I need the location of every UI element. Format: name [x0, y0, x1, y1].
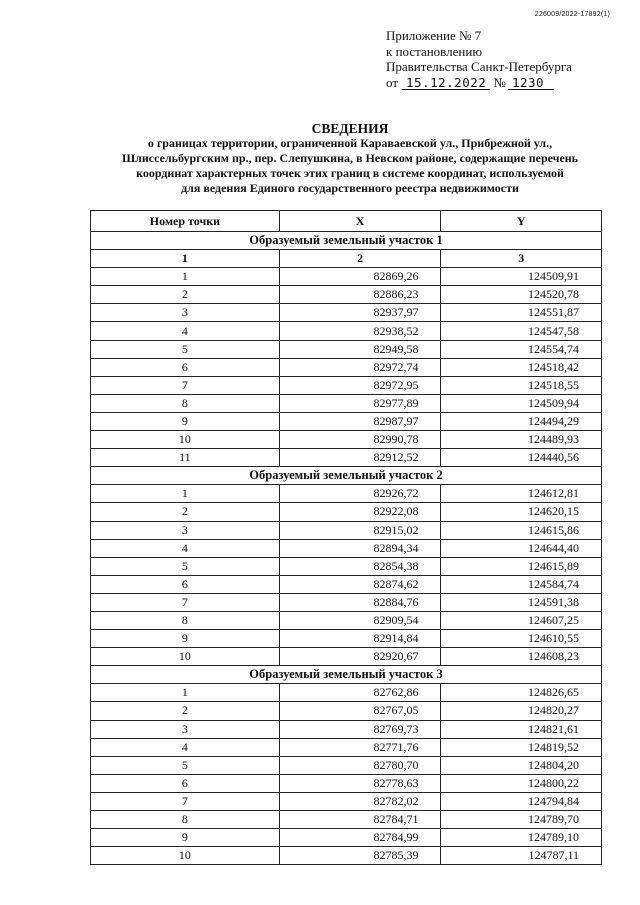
header-x: X	[279, 211, 441, 232]
table-row	[91, 684, 602, 702]
point-number: 10	[91, 847, 280, 865]
point-number: 1	[91, 485, 280, 503]
y-coordinate: 124554,74	[441, 340, 602, 358]
table-row	[91, 340, 602, 358]
table-row	[91, 394, 602, 412]
resolution-date: 15.12.2022	[402, 76, 490, 90]
y-coordinate: 124789,70	[441, 811, 602, 829]
table-row	[91, 322, 602, 340]
table-row	[91, 557, 602, 575]
y-coordinate: 124518,42	[441, 358, 602, 376]
x-coordinate: 82780,70	[279, 756, 441, 774]
x-coordinate: 82972,74	[279, 358, 441, 376]
y-coordinate: 124644,40	[441, 539, 602, 557]
x-coordinate: 82972,95	[279, 376, 441, 394]
table-row	[91, 286, 602, 304]
point-number: 9	[91, 630, 280, 648]
appendix-line-2: к постановлению	[386, 43, 483, 59]
y-coordinate: 124620,15	[441, 503, 602, 521]
table-row	[91, 792, 602, 810]
x-coordinate: 82869,26	[279, 268, 441, 286]
point-number: 4	[91, 738, 280, 756]
y-coordinate: 124800,22	[441, 774, 602, 792]
x-coordinate: 82990,78	[279, 431, 441, 449]
table-row	[91, 485, 602, 503]
x-coordinate: 82920,67	[279, 648, 441, 666]
point-number: 10	[91, 431, 280, 449]
point-number: 6	[91, 774, 280, 792]
x-coordinate: 82771,76	[279, 738, 441, 756]
y-coordinate: 124518,55	[441, 376, 602, 394]
table-row	[91, 611, 602, 629]
appendix-line-1: Приложение № 7	[386, 28, 482, 43]
y-coordinate: 124489,93	[441, 431, 602, 449]
y-coordinate: 124821,61	[441, 720, 602, 738]
table-row	[91, 268, 602, 286]
appendix-line-3: Правительства Санкт-Петербурга	[386, 59, 572, 74]
resolution-number: 1230	[508, 76, 554, 90]
from-label: от	[386, 74, 399, 90]
x-coordinate: 82782,02	[279, 792, 441, 810]
section-title: Образуемый земельный участок 1	[91, 232, 602, 250]
x-coordinate: 82937,97	[279, 304, 441, 322]
document-title	[60, 121, 640, 196]
point-number: 5	[91, 756, 280, 774]
column-index: 3	[441, 250, 602, 268]
point-number: 7	[91, 376, 280, 394]
table-row	[91, 412, 602, 430]
point-number: 3	[91, 720, 280, 738]
table-row	[91, 756, 602, 774]
appendix-date-line	[386, 75, 616, 91]
title-line-1: о границах территории, ограниченной Караваевской ул., Прибрежной ул.,	[147, 136, 553, 150]
y-coordinate: 124787,11	[441, 847, 602, 865]
y-coordinate: 124494,29	[441, 412, 602, 430]
y-coordinate: 124804,20	[441, 756, 602, 774]
x-coordinate: 82977,89	[279, 394, 441, 412]
point-number: 6	[91, 575, 280, 593]
y-coordinate: 124584,74	[441, 575, 602, 593]
y-coordinate: 124794,84	[441, 792, 602, 810]
point-number: 9	[91, 412, 280, 430]
table-row	[91, 431, 602, 449]
section-row	[91, 666, 602, 684]
x-coordinate: 82987,97	[279, 412, 441, 430]
point-number: 2	[91, 503, 280, 521]
x-coordinate: 82894,34	[279, 539, 441, 557]
number-label: №	[493, 74, 506, 90]
y-coordinate: 124509,91	[441, 268, 602, 286]
y-coordinate: 124615,89	[441, 557, 602, 575]
y-coordinate: 124509,94	[441, 394, 602, 412]
table-row	[91, 539, 602, 557]
y-coordinate: 124819,52	[441, 738, 602, 756]
header-point-number: Номер точки	[91, 211, 280, 232]
point-number: 6	[91, 358, 280, 376]
page-title: СВЕДЕНИЯ	[311, 121, 389, 136]
x-coordinate: 82949,58	[279, 340, 441, 358]
y-coordinate: 124789,10	[441, 829, 602, 847]
point-number: 7	[91, 792, 280, 810]
point-number: 5	[91, 557, 280, 575]
section-title: Образуемый земельный участок 2	[91, 467, 602, 485]
point-number: 5	[91, 340, 280, 358]
y-coordinate: 124547,58	[441, 322, 602, 340]
section-title: Образуемый земельный участок 3	[91, 666, 602, 684]
coordinates-table	[90, 210, 602, 865]
y-coordinate: 124615,86	[441, 521, 602, 539]
y-coordinate: 124608,23	[441, 648, 602, 666]
column-index-row	[91, 250, 602, 268]
x-coordinate: 82854,38	[279, 557, 441, 575]
section-row	[91, 467, 602, 485]
table-row	[91, 593, 602, 611]
y-coordinate: 124612,81	[441, 485, 602, 503]
title-line-3: координат характерных точек этих границ в системе координат, используемой	[136, 166, 564, 180]
table-row	[91, 449, 602, 467]
table-row	[91, 630, 602, 648]
table-row	[91, 376, 602, 394]
y-coordinate: 124610,55	[441, 630, 602, 648]
document-id: 226009/2022-17892(1)	[534, 11, 610, 18]
point-number: 7	[91, 593, 280, 611]
x-coordinate: 82915,02	[279, 521, 441, 539]
x-coordinate: 82785,39	[279, 847, 441, 865]
table-row	[91, 829, 602, 847]
point-number: 8	[91, 394, 280, 412]
x-coordinate: 82784,71	[279, 811, 441, 829]
point-number: 2	[91, 702, 280, 720]
x-coordinate: 82884,76	[279, 593, 441, 611]
header-y: Y	[441, 211, 602, 232]
y-coordinate: 124826,65	[441, 684, 602, 702]
y-coordinate: 124820,27	[441, 702, 602, 720]
table-row	[91, 847, 602, 865]
title-line-4: для ведения Единого государственного реестра недвижимости	[181, 181, 519, 195]
point-number: 8	[91, 611, 280, 629]
section-row	[91, 232, 602, 250]
y-coordinate: 124551,87	[441, 304, 602, 322]
point-number: 3	[91, 304, 280, 322]
table-row	[91, 774, 602, 792]
x-coordinate: 82769,73	[279, 720, 441, 738]
table-row	[91, 304, 602, 322]
point-number: 9	[91, 829, 280, 847]
y-coordinate: 124607,25	[441, 611, 602, 629]
column-index: 2	[279, 250, 441, 268]
point-number: 1	[91, 268, 280, 286]
table-row	[91, 358, 602, 376]
y-coordinate: 124440,56	[441, 449, 602, 467]
x-coordinate: 82926,72	[279, 485, 441, 503]
table-row	[91, 720, 602, 738]
x-coordinate: 82938,52	[279, 322, 441, 340]
table-row	[91, 738, 602, 756]
x-coordinate: 82886,23	[279, 286, 441, 304]
point-number: 2	[91, 286, 280, 304]
appendix-block	[386, 28, 616, 90]
x-coordinate: 82912,52	[279, 449, 441, 467]
table-row	[91, 521, 602, 539]
x-coordinate: 82874,62	[279, 575, 441, 593]
table-row	[91, 648, 602, 666]
x-coordinate: 82767,05	[279, 702, 441, 720]
x-coordinate: 82784,99	[279, 829, 441, 847]
x-coordinate: 82922,08	[279, 503, 441, 521]
x-coordinate: 82778,63	[279, 774, 441, 792]
point-number: 4	[91, 539, 280, 557]
point-number: 1	[91, 684, 280, 702]
y-coordinate: 124591,38	[441, 593, 602, 611]
title-line-2: Шлиссельбургским пр., пер. Слепушкина, в Невском районе, содержащие перечень	[121, 151, 579, 165]
table-body	[91, 232, 602, 865]
table-header-row	[91, 211, 602, 232]
point-number: 11	[91, 449, 280, 467]
table-row	[91, 702, 602, 720]
point-number: 10	[91, 648, 280, 666]
point-number: 8	[91, 811, 280, 829]
x-coordinate: 82914,84	[279, 630, 441, 648]
table-row	[91, 503, 602, 521]
point-number: 3	[91, 521, 280, 539]
x-coordinate: 82762,86	[279, 684, 441, 702]
column-index: 1	[91, 250, 280, 268]
point-number: 4	[91, 322, 280, 340]
table-row	[91, 811, 602, 829]
table-row	[91, 575, 602, 593]
y-coordinate: 124520,78	[441, 286, 602, 304]
x-coordinate: 82909,54	[279, 611, 441, 629]
